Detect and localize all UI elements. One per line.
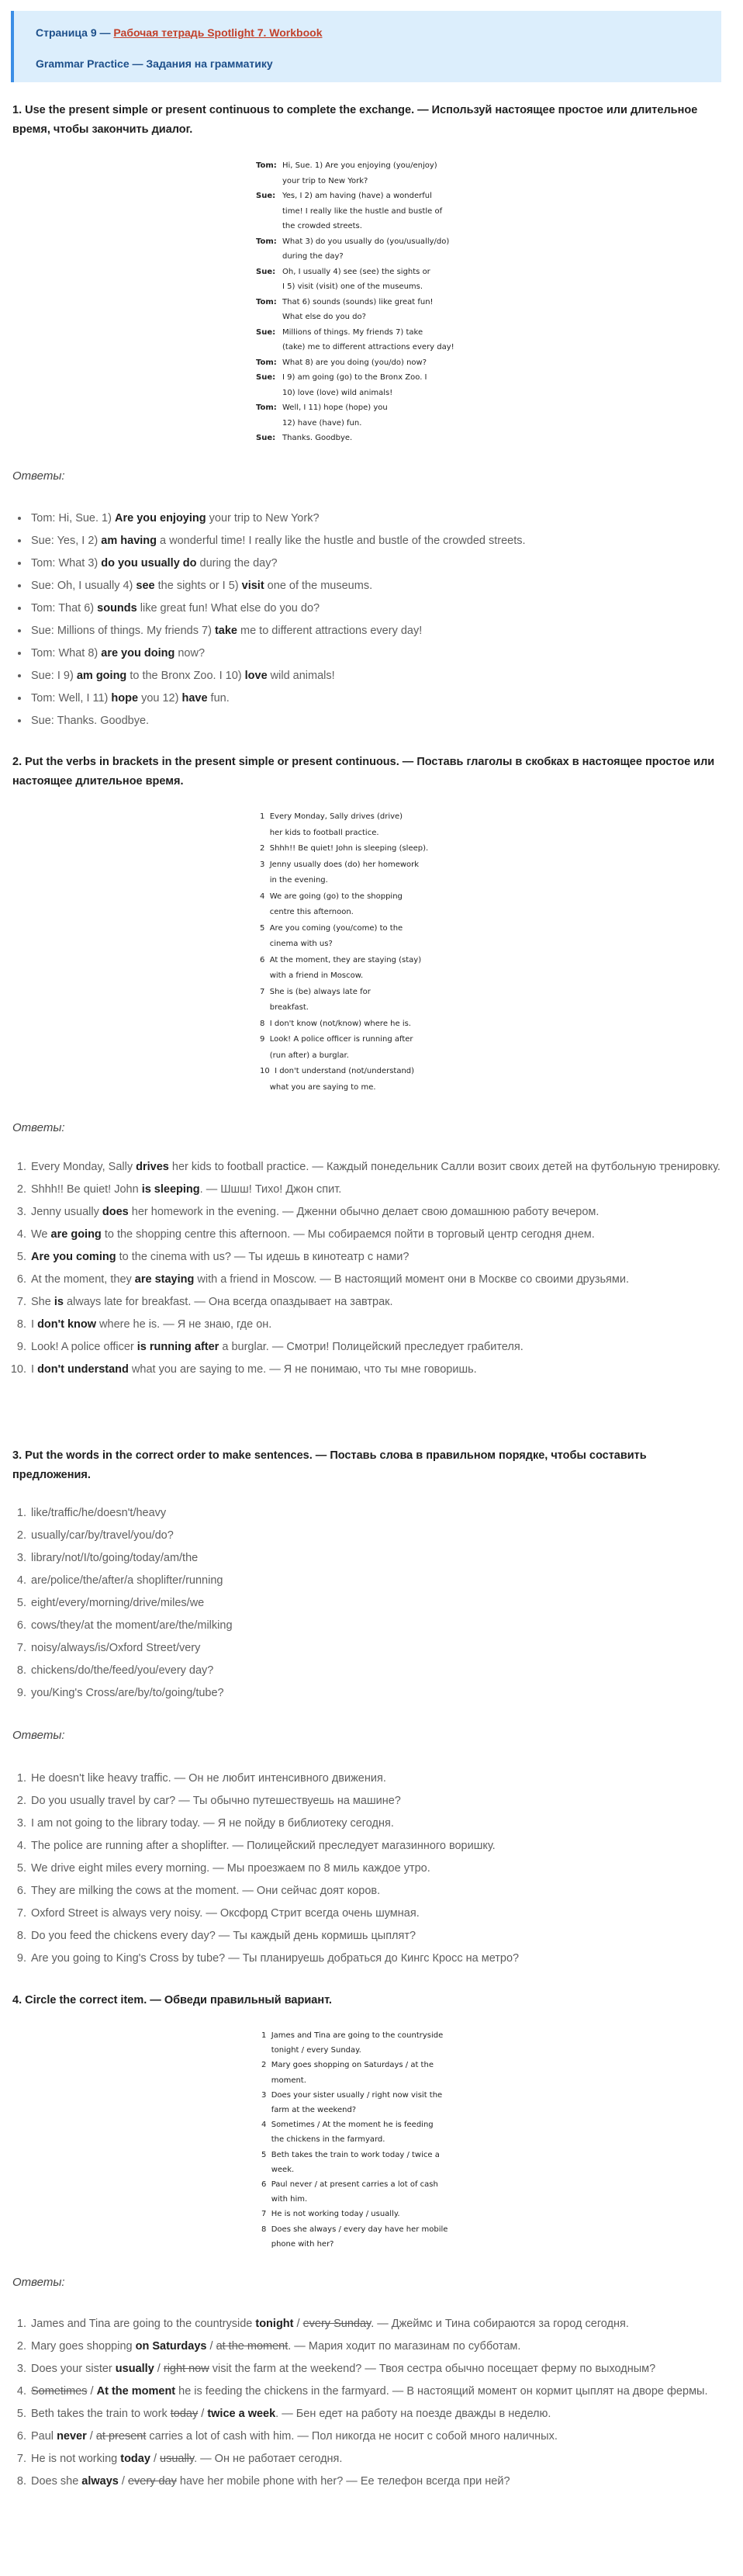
worksheet-line: moment. [261, 2076, 306, 2085]
worksheet-line: 3 Does your sister usually / right now visit the [261, 2090, 443, 2100]
worksheet-speaker: Tom: [256, 403, 277, 412]
answer-text: where he is. — Я не знаю, где он. [96, 1318, 272, 1331]
answer-keyword: Are you coming [31, 1251, 116, 1263]
answer-text: Paul [31, 2430, 57, 2443]
page-header [11, 11, 721, 82]
answer-item [29, 687, 743, 710]
task2-answers-label: Ответы: [12, 1121, 65, 1134]
answer-keyword: is sleeping [141, 1183, 200, 1196]
answer-item [29, 2425, 743, 2448]
worksheet-line: Oh, I usually 4) see (see) the sights or [282, 267, 430, 276]
correct-option: At the moment [96, 2385, 176, 2398]
option-separator: / [118, 2475, 128, 2488]
answer-text: . — Мария ходит по магазинам по субботам. [288, 2340, 521, 2353]
wrong-option: today [170, 2408, 199, 2420]
option-separator: / [206, 2340, 216, 2353]
task3-word-list [12, 1502, 743, 1705]
worksheet-line: 7 She is (be) always late for [260, 987, 371, 996]
wrong-option: Sometimes [31, 2385, 88, 2398]
correct-option: twice a week [207, 2408, 276, 2420]
answer-text: Mary goes shopping [31, 2340, 136, 2353]
worksheet-line: 1 Every Monday, Sally drives (drive) [260, 812, 403, 821]
list-item: 6. They are milking the cows at the moment. — Они сейчас доят коров. [29, 1880, 743, 1903]
answer-keyword: are staying [134, 1273, 195, 1286]
answer-text: Sue: Millions of things. My friends 7) [31, 625, 215, 637]
worksheet-line: tonight / every Sunday. [261, 2046, 361, 2055]
answer-item [29, 530, 743, 552]
answer-text: your trip to New York? [206, 512, 320, 525]
answer-item [29, 1201, 743, 1224]
wrong-option: every Sunday [302, 2318, 372, 2330]
answer-item [29, 2358, 743, 2380]
answer-text: He is not working [31, 2453, 121, 2465]
worksheet-line: your trip to New York? [282, 176, 368, 185]
list-item: 1. like/traffic/he/doesn't/heavy [29, 1502, 743, 1525]
list-item: 9. Are you going to King's Cross by tube? — Ты планируешь добраться до Кингс Кросс на метро? [29, 1948, 743, 1970]
wrong-option: at present [95, 2430, 147, 2443]
answer-text: . — Бен едет на работу на поезде дважды в неделю. [275, 2408, 551, 2420]
worksheet-line: (take) me to different attractions every day! [282, 343, 454, 351]
answer-keyword: have [181, 692, 208, 705]
answer-item [29, 1314, 743, 1336]
worksheet-line: That 6) sounds (sounds) like great fun! [282, 297, 434, 306]
task3-answer-list [12, 1768, 743, 1970]
list-item: 7. noisy/always/is/Oxford Street/very [29, 1637, 743, 1660]
worksheet-speaker: Sue: [256, 434, 276, 442]
answer-text: with a friend in Moscow. — В настоящий момент они в Москве со своими друзьями. [194, 1273, 629, 1286]
task1-answers-label: Ответы: [12, 469, 65, 483]
answer-text: now? [175, 647, 206, 660]
answer-text: one of the museums. [264, 580, 373, 592]
worksheet-line: her kids to football practice. [260, 828, 379, 837]
answer-text: always late for breakfast. — Она всегда опаздывает на завтрак. [63, 1296, 393, 1308]
wrong-option: at the moment [216, 2340, 289, 2353]
answer-item [29, 620, 743, 642]
list-item: 3. library/not/I/to/going/today/am/the [29, 1547, 743, 1570]
answer-text: Look! A police officer [31, 1341, 137, 1353]
answer-text: a wonderful time! I really like the hustle and bustle of the crowded streets. [157, 535, 526, 547]
answer-keyword: visit [241, 580, 264, 592]
worksheet-line: 4 We are going (go) to the shopping [260, 892, 403, 901]
worksheet-line: the chickens in the farmyard. [261, 2135, 385, 2145]
worksheet-line: with him. [261, 2195, 308, 2204]
answer-item [29, 507, 743, 530]
worksheet-line: Well, I 11) hope (hope) you [282, 403, 388, 412]
worksheet-line: What 3) do you usually do (you/usually/do) [282, 237, 450, 246]
answer-keyword: am going [76, 670, 127, 682]
worksheet-line: 5 Beth takes the train to work today / twice a [261, 2150, 440, 2159]
wrong-option: every day [127, 2475, 177, 2488]
list-item: 4. The police are running after a shoplifter. — Полицейский преследует магазинного воришку. [29, 1835, 743, 1858]
answer-item [29, 2448, 743, 2470]
option-separator: / [154, 2363, 164, 2375]
answer-text: wild animals! [267, 670, 335, 682]
task3-answers-label: Ответы: [12, 1729, 65, 1742]
worksheet-line: 6 Paul never / at present carries a lot of cash [261, 2180, 438, 2189]
worksheet-line: (run after) a burglar. [260, 1051, 349, 1060]
answer-text: Tom: That 6) [31, 602, 98, 615]
answer-text: visit the farm at the weekend? — Твоя сестра обычно посещает ферму по выходным? [209, 2363, 656, 2375]
worksheet-speaker: Sue: [256, 327, 276, 337]
answer-keyword: am having [101, 535, 157, 547]
worksheet-line: in the evening. [260, 876, 328, 885]
worksheet-speaker: Tom: [256, 297, 277, 306]
answer-text: Sue: Thanks. Goodbye. [31, 715, 150, 727]
answer-text: Sue: Yes, I 2) [31, 535, 102, 547]
list-item: 8. Do you feed the chickens every day? — Ты каждый день кормишь цыплят? [29, 1925, 743, 1948]
answer-text: Sue: I 9) [31, 670, 77, 682]
task2-title: 2. Put the verbs in brackets in the present simple or present continuous. — Поставь глаголы в скобках в настоящее простое или настоящее длительное время. [12, 756, 715, 788]
worksheet-line: during the day? [282, 252, 344, 261]
worksheet-line: What 8) are you doing (you/do) now? [282, 358, 427, 367]
workbook-link[interactable]: Рабочая тетрадь Spotlight 7. Workbook [113, 26, 323, 39]
answer-text: . — Он не работает сегодня. [194, 2453, 343, 2465]
answer-item [29, 1291, 743, 1314]
answer-text: to the shopping centre this afternoon. — Мы собираемся пойти в торговый центр сегодня днем. [101, 1228, 595, 1241]
worksheet-line: 9 Look! A police officer is running after [260, 1035, 413, 1044]
answer-item [29, 552, 743, 575]
worksheet-line: with a friend in Moscow. [260, 971, 364, 980]
worksheet-line: cinema with us? [260, 940, 333, 948]
answer-item [29, 2380, 743, 2403]
option-separator: / [293, 2318, 303, 2330]
correct-option: on Saturdays [135, 2340, 207, 2353]
worksheet-speaker: Tom: [256, 358, 277, 367]
worksheet-speaker: Sue: [256, 192, 276, 200]
task4-title: 4. Circle the correct item. — Обведи правильный вариант. [12, 1994, 332, 2006]
list-item: 5. We drive eight miles every morning. — Мы проезжаем по 8 миль каждое утро. [29, 1858, 743, 1880]
answer-keyword: don't know [37, 1318, 96, 1331]
answer-item [29, 710, 743, 732]
answer-item [29, 1224, 743, 1246]
wrong-option: usually [160, 2453, 195, 2465]
worksheet-line: farm at the weekend? [261, 2106, 357, 2114]
worksheet-line: 1 James and Tina are going to the countryside [261, 2031, 444, 2040]
worksheet-line: 2 Mary goes shopping on Saturdays / at the [261, 2061, 434, 2070]
answer-text: Tom: Hi, Sue. 1) [31, 512, 115, 525]
answer-text: Tom: Well, I 11) [31, 692, 112, 705]
list-item: 7. Oxford Street is always very noisy. — Оксфорд Стрит всегда очень шумная. [29, 1903, 743, 1925]
worksheet-line: I 9) am going (go) to the Bronx Zoo. I [282, 373, 427, 382]
breadcrumb [36, 26, 721, 39]
worksheet-speaker: Tom: [256, 237, 277, 246]
answer-item [29, 1359, 743, 1381]
answer-keyword: do you usually do [101, 557, 197, 570]
page-subtitle: Grammar Practice — Задания на грамматику [36, 57, 273, 70]
answer-text: me to different attractions every day! [237, 625, 423, 637]
answer-keyword: is running after [137, 1341, 219, 1353]
answer-text: Does she [31, 2475, 82, 2488]
answer-text: Tom: What 3) [31, 557, 102, 570]
answer-keyword: sounds [97, 602, 137, 615]
worksheet-line: the crowded streets. [282, 222, 362, 230]
answer-item [29, 2313, 743, 2335]
option-separator: / [198, 2408, 208, 2420]
task4-answer-list [12, 2313, 743, 2493]
task4-answers-label: Ответы: [12, 2276, 65, 2289]
answer-text: have her mobile phone with her? — Ее телефон всегда при ней? [176, 2475, 510, 2488]
worksheet-line: breakfast. [260, 1003, 309, 1012]
answer-text: fun. [207, 692, 230, 705]
task1-worksheet-image [256, 161, 473, 450]
answer-text: I [31, 1318, 38, 1331]
worksheet-line: 8 I don't know (not/know) where he is. [260, 1019, 411, 1028]
worksheet-line: 4 Sometimes / At the moment he is feeding [261, 2121, 434, 2130]
answer-text: to the cinema with us? — Ты идешь в кинотеатр с нами? [116, 1251, 410, 1263]
answer-text: Does your sister [31, 2363, 116, 2375]
answer-item [29, 1246, 743, 1269]
answer-text: her kids to football practice. — Каждый понедельник Салли возит своих детей на футбольную тренировку. [168, 1161, 721, 1173]
answer-text: what you are saying to me. — Я не понимаю, что ты мне говоришь. [128, 1363, 477, 1376]
worksheet-line: 10) love (love) wild animals! [282, 388, 393, 397]
answer-text: . — Шшш! Тихо! Джон спит. [199, 1183, 342, 1196]
list-item: 6. cows/they/at the moment/are/the/milking [29, 1615, 743, 1637]
list-item: 8. chickens/do/the/feed/you/every day? [29, 1660, 743, 1682]
answer-item [29, 2403, 743, 2425]
worksheet-line: week. [261, 2165, 295, 2174]
task2-answer-list [12, 1156, 743, 1381]
answer-item [29, 597, 743, 620]
correct-option: today [120, 2453, 150, 2465]
answer-keyword: hope [111, 692, 139, 705]
task3-title: 3. Put the words in the correct order to make sentences. — Поставь слова в правильном порядке, чтобы составить предложения. [12, 1449, 647, 1481]
breadcrumb-prefix: Страница 9 — [36, 26, 111, 39]
answer-keyword: are going [50, 1228, 102, 1241]
answer-item [29, 665, 743, 687]
worksheet-line: time! I really like the hustle and bustle of [282, 206, 443, 216]
worksheet-line: What else do you do? [282, 313, 366, 321]
answer-text: a burglar. — Смотри! Полицейский преследует грабителя. [219, 1341, 524, 1353]
worksheet-line: 3 Jenny usually does (do) her homework [260, 860, 420, 869]
answer-item [29, 2335, 743, 2358]
answer-keyword: is [54, 1296, 64, 1308]
worksheet-line: Hi, Sue. 1) Are you enjoying (you/enjoy) [282, 161, 437, 170]
answer-text: . — Джеймс и Тина собираются за город сегодня. [371, 2318, 629, 2330]
answer-keyword: see [136, 580, 155, 592]
worksheet-line: Yes, I 2) am having (have) a wonderful [282, 192, 432, 200]
answer-text: Shhh!! Be quiet! John [31, 1183, 142, 1196]
worksheet-line: centre this afternoon. [260, 908, 354, 916]
worksheet-line: 7 He is not working today / usually. [261, 2210, 400, 2219]
answer-text: I [31, 1363, 38, 1376]
answer-text: to the Bronx Zoo. I 10) [126, 670, 245, 682]
task1-title: 1. Use the present simple or present continuous to complete the exchange. — Используй настоящее простое или длительное время, чтобы закончить диалог. [12, 104, 698, 136]
worksheet-speaker: Sue: [256, 267, 276, 276]
answer-keyword: take [214, 625, 237, 637]
worksheet-line: 8 Does she always / every day have her mobile [261, 2225, 448, 2234]
answer-keyword: Are you enjoying [114, 512, 206, 525]
answer-item [29, 642, 743, 665]
answer-keyword: are you doing [101, 647, 175, 660]
correct-option: usually [115, 2363, 154, 2375]
answer-text: you 12) [138, 692, 182, 705]
worksheet-line: 6 At the moment, they are staying (stay) [260, 955, 422, 964]
answer-text: James and Tina are going to the countryside [31, 2318, 256, 2330]
correct-option: never [57, 2430, 87, 2443]
answer-text: Beth takes the train to work [31, 2408, 171, 2420]
worksheet-line: 5 Are you coming (you/come) to the [260, 923, 403, 933]
answer-item [29, 1336, 743, 1359]
wrong-option: right now [163, 2363, 209, 2375]
list-item: 2. usually/car/by/travel/you/do? [29, 1525, 743, 1547]
answer-text: We [31, 1228, 51, 1241]
worksheet-line: 2 Shhh!! Be quiet! John is sleeping (sleep). [260, 844, 429, 853]
answer-text: carries a lot of cash with him. — Пол никогда не носит с собой много наличных. [146, 2430, 558, 2443]
option-separator: / [150, 2453, 161, 2465]
worksheet-line: Millions of things. My friends 7) take [282, 327, 423, 337]
answer-text: Every Monday, Sally [31, 1161, 137, 1173]
answer-item [29, 2470, 743, 2493]
worksheet-speaker: Sue: [256, 373, 276, 382]
answer-text: he is feeding the chickens in the farmyard. — В настоящий момент он кормит цыплят на дворе фермы. [175, 2385, 708, 2398]
answer-text: Jenny usually [31, 1206, 102, 1218]
answer-item [29, 575, 743, 597]
list-item: 9. you/King's Cross/are/by/to/going/tube? [29, 1682, 743, 1705]
answer-text: like great fun! What else do you do? [137, 602, 320, 615]
answer-text: during the day? [196, 557, 278, 570]
answer-item [29, 1269, 743, 1291]
worksheet-speaker: Tom: [256, 161, 277, 170]
worksheet-line: what you are saying to me. [260, 1082, 376, 1092]
task4-worksheet-image [261, 2031, 475, 2256]
answer-text: her homework in the evening. — Дженни обычно делает свою домашнюю работу вечером. [128, 1206, 600, 1218]
list-item: 5. eight/every/morning/drive/miles/we [29, 1592, 743, 1615]
list-item: 2. Do you usually travel by car? — Ты обычно путешествуешь на машине? [29, 1790, 743, 1813]
list-item: 1. He doesn't like heavy traffic. — Он не любит интенсивного движения. [29, 1768, 743, 1790]
answer-item [29, 1179, 743, 1201]
answer-keyword: does [102, 1206, 129, 1218]
answer-keyword: don't understand [37, 1363, 129, 1376]
worksheet-line: I 5) visit (visit) one of the museums. [282, 282, 423, 291]
answer-text: Tom: What 8) [31, 647, 102, 660]
worksheet-line: 12) have (have) fun. [282, 418, 362, 428]
list-item: 3. I am not going to the library today. — Я не пойду в библиотеку сегодня. [29, 1813, 743, 1835]
task1-answer-list [12, 507, 743, 732]
answer-keyword: drives [136, 1161, 169, 1173]
correct-option: tonight [255, 2318, 294, 2330]
task2-worksheet-image [260, 812, 477, 1101]
answer-text: Sue: Oh, I usually 4) [31, 580, 137, 592]
option-separator: / [87, 2385, 97, 2398]
worksheet-line: 10 I don't understand (not/understand) [260, 1067, 415, 1075]
option-separator: / [86, 2430, 96, 2443]
answer-text: the sights or I 5) [154, 580, 242, 592]
list-item: 4. are/police/the/after/a shoplifter/running [29, 1570, 743, 1592]
answer-keyword: love [244, 670, 268, 682]
answer-text: At the moment, they [31, 1273, 135, 1286]
answer-item [29, 1156, 743, 1179]
correct-option: always [81, 2475, 119, 2488]
worksheet-line: phone with her? [261, 2239, 334, 2249]
worksheet-line: Thanks. Goodbye. [282, 434, 353, 442]
answer-text: She [31, 1296, 54, 1308]
